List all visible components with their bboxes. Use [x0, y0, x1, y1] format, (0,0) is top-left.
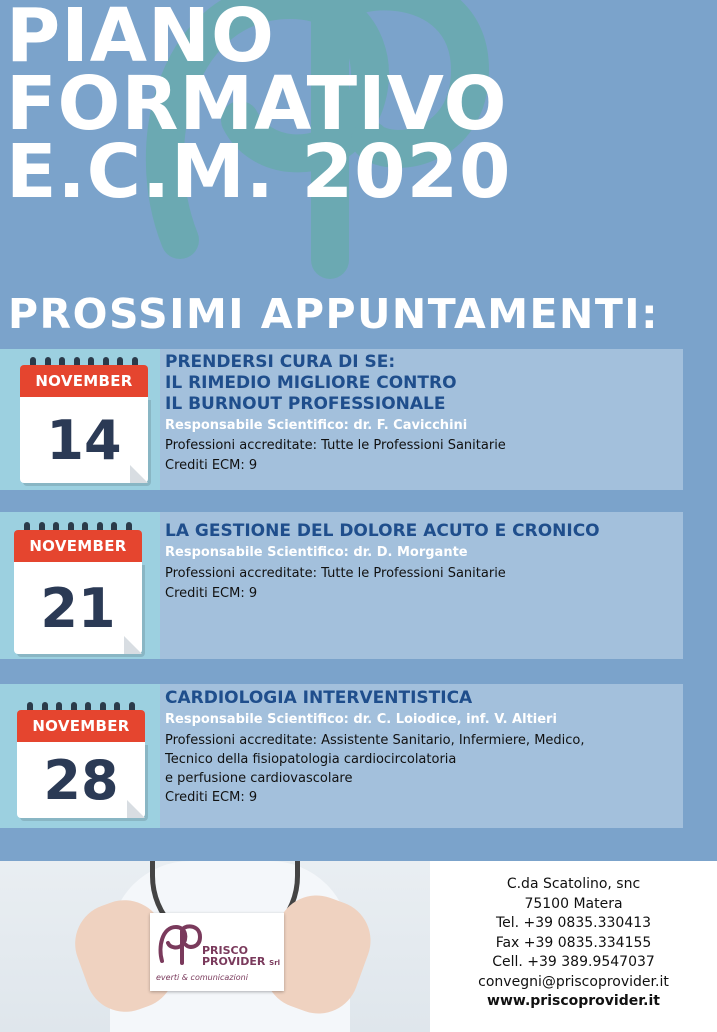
- title-line: E.C.M. 2020: [6, 129, 512, 215]
- event-detail: e perfusione cardiovascolare: [165, 771, 353, 786]
- event-title: LA GESTIONE DEL DOLORE ACUTO E CRONICO: [165, 521, 600, 541]
- contact-info: [430, 875, 717, 1012]
- section-heading: PROSSIMI APPUNTAMENTI:: [8, 290, 659, 338]
- event-detail: Tecnico della fisiopatologia cardiocircolatoria: [165, 752, 457, 767]
- contact-line: Cell. +39 389.9547037: [492, 954, 655, 970]
- event-title: CARDIOLOGIA INTERVENTISTICA: [165, 688, 473, 708]
- event-detail: Crediti ECM: 9: [165, 790, 258, 805]
- calendar-day: 28: [17, 742, 145, 818]
- business-card: [150, 913, 284, 991]
- contact-line: C.da Scatolino, snc: [506, 876, 641, 892]
- event-card: [0, 512, 683, 659]
- event-detail: Crediti ECM: 9: [165, 586, 258, 601]
- event-detail: Professioni accreditate: Tutte le Professioni Sanitarie: [165, 566, 506, 581]
- page-title: [6, 0, 512, 215]
- calendar-month: NOVEMBER: [14, 530, 142, 562]
- event-card: [0, 684, 683, 828]
- contact-email[interactable]: convegni@priscoprovider.it: [478, 973, 669, 990]
- prisco-provider-logo-icon: [156, 919, 204, 967]
- card-name-line: PROVIDER: [202, 955, 266, 968]
- event-detail: Crediti ECM: 9: [165, 458, 258, 473]
- calendar-month: NOVEMBER: [17, 710, 145, 742]
- event-detail: Professioni accreditate: Tutte le Professioni Sanitarie: [165, 438, 506, 453]
- event-card: [0, 349, 683, 490]
- contact-line: Fax +39 0835.334155: [495, 934, 652, 951]
- title-line: PIANO: [6, 0, 275, 79]
- event-responsabile: Responsabile Scientifico: dr. F. Cavicchini: [165, 418, 468, 433]
- calendar-day: 21: [14, 562, 142, 654]
- event-responsabile: Responsabile Scientifico: dr. C. Loiodice, inf. V. Altieri: [165, 712, 557, 727]
- card-name-suffix: Srl: [269, 959, 281, 967]
- title-line: FORMATIVO: [6, 61, 508, 147]
- contact-line: Tel. +39 0835.330413: [495, 915, 652, 931]
- card-name-line: PRISCO: [202, 944, 248, 957]
- card-tagline: everti & comunicazioni: [156, 973, 248, 982]
- card-company-name: [202, 945, 280, 969]
- event-title: IL RIMEDIO MIGLIORE CONTRO: [165, 373, 457, 393]
- calendar-month: NOVEMBER: [20, 365, 148, 397]
- footer: [0, 861, 717, 1032]
- event-responsabile: Responsabile Scientifico: dr. D. Morgante: [165, 545, 468, 560]
- website-link[interactable]: www.priscoprovider.it: [487, 993, 660, 1009]
- event-title: IL BURNOUT PROFESSIONALE: [165, 394, 446, 414]
- doctor-holding-card-image: [0, 861, 430, 1032]
- contact-line: 75100 Matera: [524, 895, 623, 912]
- event-detail: Professioni accreditate: Assistente Sanitario, Infermiere, Medico,: [165, 733, 585, 748]
- event-title: PRENDERSI CURA DI SE:: [165, 352, 396, 372]
- calendar-day: 14: [20, 397, 148, 483]
